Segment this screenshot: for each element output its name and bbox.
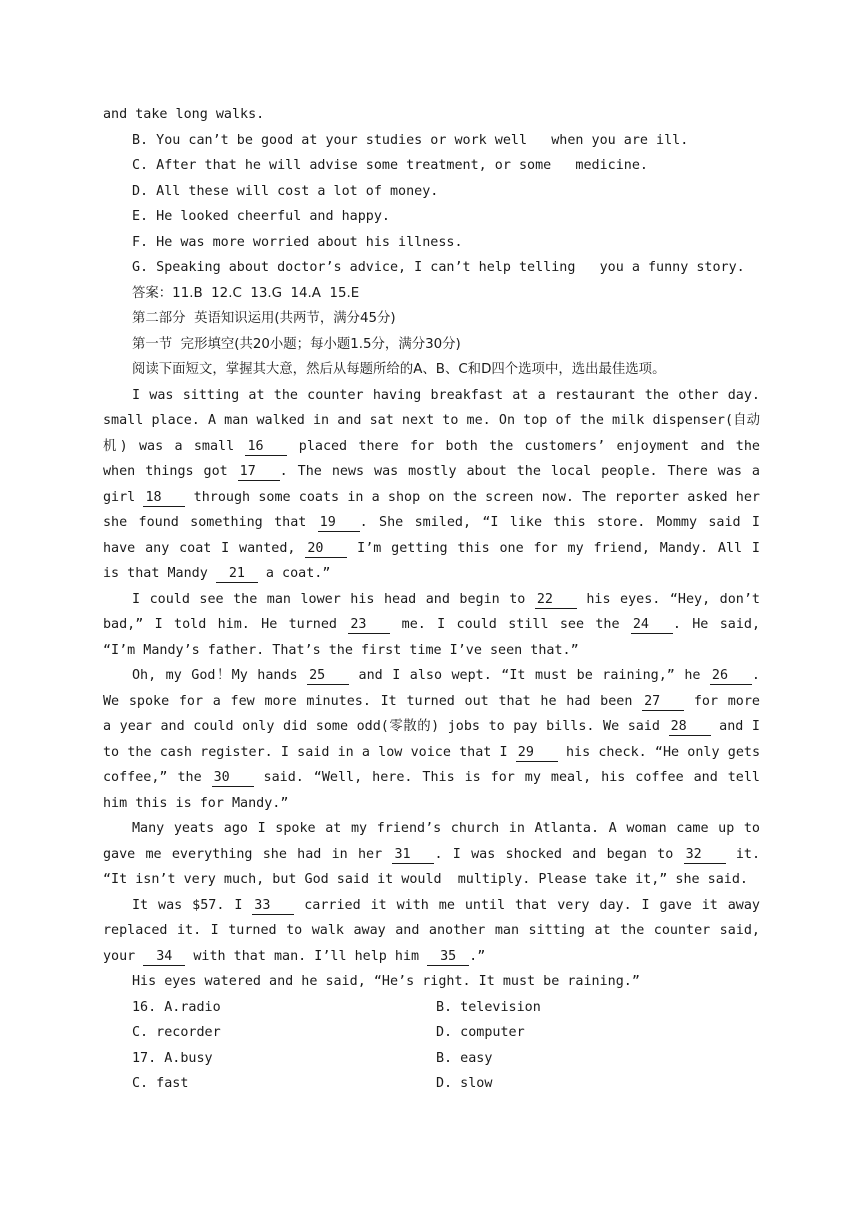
passage-line: him this is for Mandy.” <box>103 795 289 811</box>
text-segment: have any coat I wanted, <box>103 540 306 556</box>
passage-line <box>103 842 760 868</box>
passage-line: His eyes watered and he said, “He’s right. It must be raining.” <box>132 974 640 989</box>
blank-17: 17 <box>238 463 280 481</box>
passage-line <box>103 893 760 919</box>
section-heading: 第一节 完形填空(共20小题；每小题1.5分，满分30分) <box>132 336 461 352</box>
passage-line <box>103 765 760 791</box>
text-segment: to the cash register. I said in a low voice that I <box>103 744 516 760</box>
text-segment: . I was shocked and began to <box>434 846 684 862</box>
question-17-option-c: C. fast <box>132 1076 189 1091</box>
text-segment: .” <box>469 948 486 964</box>
blank-28: 28 <box>669 718 711 736</box>
question-17-row-2 <box>103 1071 760 1097</box>
text-segment: your <box>103 948 144 964</box>
text-segment: We spoke for a few more minutes. It turned out that he had been <box>103 693 643 709</box>
passage-line <box>103 612 760 638</box>
option-b: B. You can’t be good at your studies or work well when you are ill. <box>132 132 689 148</box>
blank-33: 33 <box>252 897 294 915</box>
text-segment: when things got <box>103 464 238 479</box>
blank-20: 20 <box>305 540 347 558</box>
text-segment: 机) was a small <box>103 438 246 454</box>
passage-line <box>103 944 760 970</box>
text-segment: his eyes. “Hey, don’t <box>586 591 760 607</box>
text-segment: Oh, my God！My hands <box>132 668 308 683</box>
blank-35: 35 <box>427 948 469 966</box>
text-segment: I could see the man lower his head and begin to <box>132 591 535 607</box>
text-segment: and I <box>719 719 760 734</box>
passage-line <box>103 663 760 689</box>
passage-line: Many yeats ago I spoke at my friend’s church in Atlanta. A woman came up to <box>132 821 760 836</box>
blank-32: 32 <box>684 846 726 864</box>
document-body <box>103 102 760 1097</box>
blank-34: 34 <box>143 948 185 966</box>
text-segment: a year and could only did some odd(零散的) jobs to pay bills. We said <box>103 719 669 734</box>
text-segment: It was $57. I <box>132 897 253 913</box>
blank-29: 29 <box>516 744 558 762</box>
passage-line <box>103 689 760 715</box>
text-segment: with that man. I’ll help him <box>185 948 428 964</box>
question-17-option-b: B. easy <box>436 1050 493 1066</box>
text-segment: placed there for both the customers’ enjoyment and the <box>298 438 760 454</box>
text-line: and take long walks. <box>103 107 265 122</box>
passage-line: “I’m Mandy’s father. That’s the first time I’ve seen that.” <box>103 642 579 658</box>
text-segment: is that Mandy <box>103 566 216 581</box>
blank-27: 27 <box>642 693 684 711</box>
blank-31: 31 <box>392 846 434 864</box>
question-17-option-d: D. slow <box>436 1076 493 1091</box>
blank-30: 30 <box>212 769 254 787</box>
option-f: F. He was more worried about his illness. <box>132 234 463 250</box>
passage-line <box>103 714 760 740</box>
passage-line <box>103 561 760 587</box>
text-segment: his check. “He only gets <box>557 744 760 760</box>
blank-19: 19 <box>318 514 360 532</box>
passage-line: I was sitting at the counter having breakfast at a restaurant the other day. <box>132 387 760 403</box>
text-segment: . The news was mostly about the local people. There was a <box>279 464 760 479</box>
text-segment: through some coats in a shop on the screen now. The reporter asked her <box>193 489 760 505</box>
passage-line <box>103 459 760 485</box>
text-segment: she found something that <box>103 515 318 530</box>
text-segment: for more <box>693 693 760 709</box>
question-16-row-2 <box>103 1020 760 1046</box>
passage-line: small place. A man walked in and sat next to me. On top of the milk dispenser(自动 <box>103 413 760 428</box>
question-16-row-1 <box>103 995 760 1021</box>
blank-21: 21 <box>216 565 258 583</box>
blank-18: 18 <box>143 489 185 507</box>
blank-22: 22 <box>535 591 577 609</box>
text-segment: said. “Well, here. This is for my meal, his coffee and tell <box>253 770 760 785</box>
passage-line <box>103 434 760 460</box>
passage-line <box>103 587 760 613</box>
text-segment: I’m getting this one for my friend, Mandy. All I <box>357 540 760 556</box>
text-segment: carried it with me until that very day. I gave it away <box>304 897 760 913</box>
blank-24: 24 <box>631 616 673 634</box>
option-g: G. Speaking about doctor’s advice, I can’t help telling you a funny story. <box>132 260 745 275</box>
blank-16: 16 <box>245 438 287 456</box>
text-segment: bad,” I told him. He turned <box>103 617 349 632</box>
text-segment: a coat.” <box>257 566 331 581</box>
blank-23: 23 <box>348 616 390 634</box>
answer-key: 答案：11.B 12.C 13.G 14.A 15.E <box>132 285 360 301</box>
text-segment: coffee,” the <box>103 770 212 785</box>
passage-line <box>103 510 760 536</box>
option-d: D. All these will cost a lot of money. <box>132 183 439 199</box>
blank-25: 25 <box>307 667 349 685</box>
question-16-option-a: 16. A.radio <box>132 999 221 1015</box>
instruction-text: 阅读下面短文，掌握其大意，然后从每题所给的A、B、C和D四个选项中，选出最佳选项。 <box>132 362 666 377</box>
question-17-row-1 <box>103 1046 760 1072</box>
question-16-option-b: B. television <box>436 999 541 1015</box>
text-segment: gave me everything she had in her <box>103 846 393 862</box>
passage-line: replaced it. I turned to walk away and another man sitting at the counter said, <box>103 923 760 938</box>
text-segment: . He said, <box>672 617 760 632</box>
passage-line <box>103 536 760 562</box>
passage-line <box>103 485 760 511</box>
passage-line <box>103 740 760 766</box>
question-16-option-d: D. computer <box>436 1025 525 1040</box>
passage-line: “It isn’t very much, but God said it would multiply. Please take it,” she said. <box>103 872 748 887</box>
text-segment: . She smiled, “I like this store. Mommy said I <box>359 515 760 530</box>
text-segment: and I also wept. “It must be raining,” he <box>349 668 710 683</box>
text-segment: . <box>751 668 760 683</box>
option-e: E. He looked cheerful and happy. <box>132 209 390 224</box>
text-segment: it. <box>725 846 760 862</box>
text-segment: me. I could still see the <box>390 617 631 632</box>
option-c: C. After that he will advise some treatment, or some medicine. <box>132 158 648 173</box>
question-17-option-a: 17. A.busy <box>132 1050 213 1066</box>
blank-26: 26 <box>710 667 752 685</box>
part-heading: 第二部分 英语知识运用(共两节，满分45分) <box>132 311 396 326</box>
text-segment: girl <box>103 489 144 505</box>
question-16-option-c: C. recorder <box>132 1025 221 1040</box>
